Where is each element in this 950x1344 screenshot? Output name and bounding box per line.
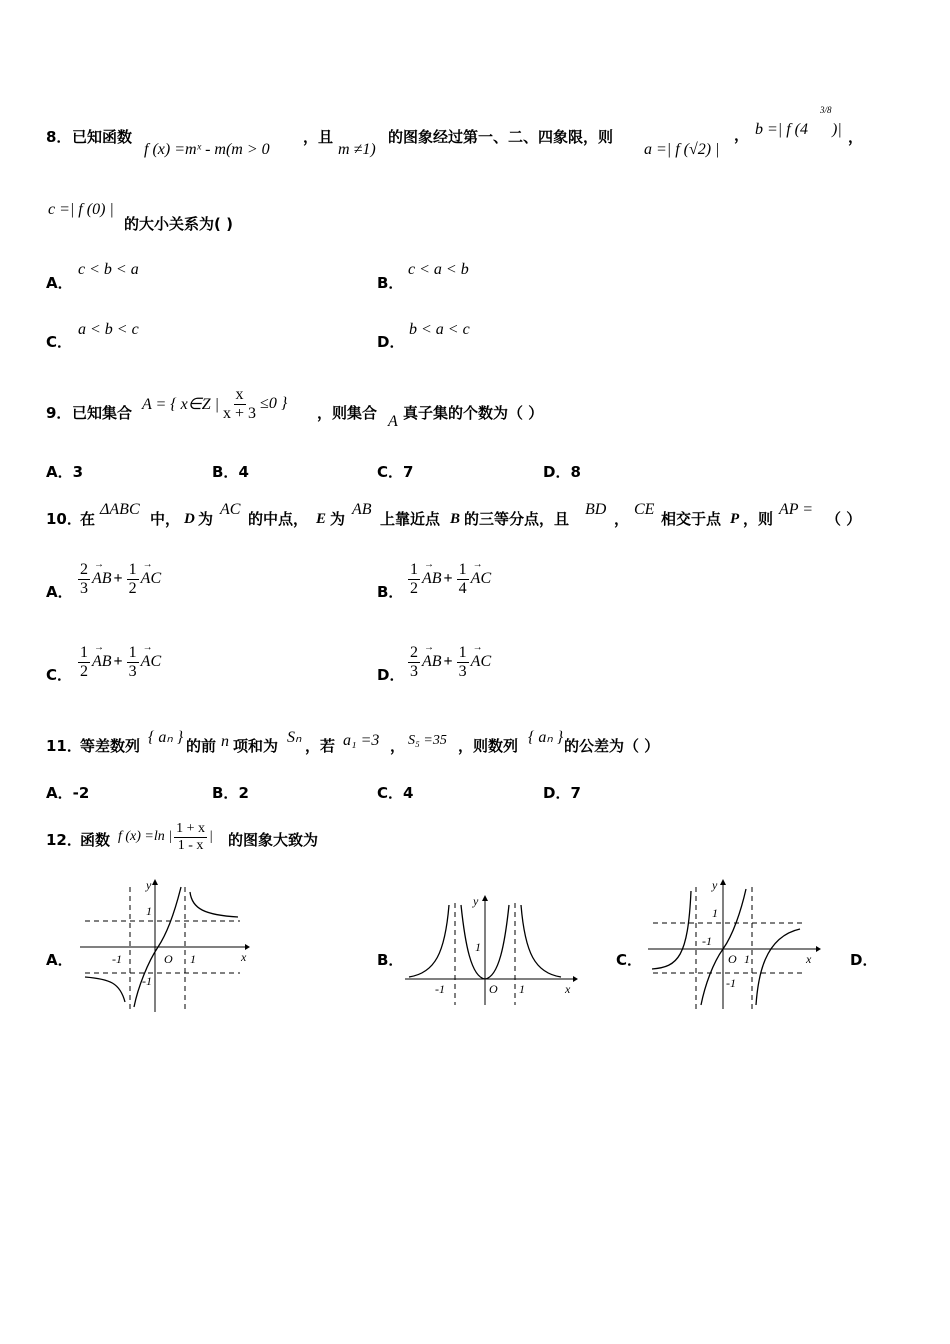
q12-text-2: 的图象大致为 (228, 831, 319, 849)
q10-text-8: 相交于点 (661, 510, 722, 528)
q8-a-expr: a =| f (√2) | (644, 141, 720, 158)
q10-bd: BD (585, 501, 607, 518)
q11-n: n (221, 733, 229, 750)
q12-option-c-label[interactable]: C． (616, 951, 643, 969)
q11-text-5: ，则数列 (458, 737, 519, 755)
q11-text-1: 等差数列 (80, 737, 141, 755)
q10-text-2: 中， (150, 510, 181, 528)
q8-option-a-value[interactable]: c < b < a (78, 261, 139, 278)
q10-option-a-label[interactable]: A． (46, 583, 73, 601)
q12-number: 12． (46, 831, 82, 849)
q11-number: 11． (46, 737, 82, 755)
q11-s5: S₅ =35 (408, 733, 447, 748)
q8-option-c-label[interactable]: C． (46, 333, 73, 351)
q8-function: f (x) =mˣ - m(m > 0 (144, 141, 270, 158)
q10-text-5: 为 (330, 510, 346, 528)
q11-sn: Sₙ (287, 729, 302, 746)
q8-option-b-label[interactable]: B． (377, 274, 404, 292)
q10-option-d-expr[interactable]: 2 3 → AB + $\frac{1}{3}$ → AC (406, 639, 491, 685)
q12-graph-b-y-label: y (473, 894, 479, 908)
q9-option-a[interactable]: A．3 (46, 463, 84, 481)
q8-b-exponent: 3/8 (820, 105, 832, 115)
q10-point-b: B (450, 511, 461, 527)
q8-option-a-label[interactable]: A． (46, 274, 73, 292)
q10-option-c-expr[interactable]: 1 2 → AB + $\frac{1}{3}$ → AC (76, 639, 161, 685)
q11-text-3: 项和为 (233, 737, 279, 755)
q9-option-d[interactable]: D．8 (543, 463, 581, 481)
q10-ab: AB (352, 501, 372, 518)
q9-option-b[interactable]: B．4 (212, 463, 249, 481)
q10-ce: CE (634, 501, 655, 518)
q12-graph-a-one-x: 1 (190, 952, 196, 966)
q8-option-d-value[interactable]: b < a < c (409, 321, 470, 338)
q12-graph-b-one-x: 1 (519, 982, 525, 996)
q12-graph-a-x-label: x (241, 950, 247, 964)
q10-text-7: 的三等分点，且 (464, 510, 570, 528)
q11-text-4: ，若 (305, 737, 336, 755)
q9-fraction (221, 386, 258, 422)
q12-graph-a-y-label: y (146, 878, 152, 892)
q12-graph-c-one-y: 1 (712, 906, 718, 920)
q12-graph-c[interactable] (648, 877, 823, 1012)
q12-graph-a[interactable] (80, 877, 250, 1017)
q12-graph-a-origin: O (164, 952, 173, 966)
q11-a1: a₁ =3 (343, 732, 380, 749)
q8-b-expr: b =| f (4 (755, 121, 808, 138)
q12-graph-c-x-label: x (806, 952, 812, 966)
q10-point-d: D (184, 511, 195, 527)
q9-text-1: 已知集合 (72, 404, 133, 422)
q9-set-expression (142, 383, 287, 425)
q12-graph-c-neg-one-x: -1 (702, 934, 712, 948)
q12-graph-b-neg-one-x: -1 (435, 982, 445, 996)
q8-text-2: ，且 (303, 128, 334, 146)
q8-option-b-value[interactable]: c < a < b (408, 261, 469, 278)
q12-option-b-label[interactable]: B． (377, 951, 404, 969)
q11-option-b[interactable]: B．2 (212, 784, 249, 802)
q9-set-left: A = { x∈Z | (142, 396, 220, 413)
q11-option-d[interactable]: D．7 (543, 784, 581, 802)
q8-comma: ， (848, 128, 864, 146)
q10-option-b-label[interactable]: B． (377, 583, 404, 601)
q11-text-6: 的公差为（ ） (564, 737, 660, 755)
q10-text-10: （ ） (826, 510, 862, 528)
q8-option-c-value[interactable]: a < b < c (78, 321, 139, 338)
q8-condition: m ≠1) (338, 141, 376, 158)
q8-option-d-label[interactable]: D． (377, 333, 405, 351)
q10-number: 10． (46, 510, 82, 528)
q12-graph-b-x-label: x (565, 982, 571, 996)
q12-graph-c-neg-one-y: -1 (726, 976, 736, 990)
q8-c-expr: c =| f (0) | (48, 201, 114, 218)
q8-sep: ， (734, 126, 750, 144)
q8-number: 8． (46, 128, 72, 146)
q9-set-name: A (388, 413, 398, 430)
q10-ap: AP = (779, 501, 814, 518)
q10-text-4: 的中点， (248, 510, 309, 528)
q12-graph-c-one-x: 1 (744, 952, 750, 966)
q10-option-a-expr[interactable]: 2 3 → AB + $\frac{1}{2}$ → AC (76, 556, 161, 602)
q10-option-c-label[interactable]: C． (46, 666, 73, 684)
q11-option-c[interactable]: C．4 (377, 784, 414, 802)
q11-text-2: 的前 (186, 737, 217, 755)
q11-sequence: { aₙ } (148, 729, 184, 746)
q10-option-d-label[interactable]: D． (377, 666, 405, 684)
q10-text-3: 为 (198, 510, 214, 528)
q12-graph-b-one-y: 1 (475, 940, 481, 954)
q10-point-e: E (316, 511, 327, 527)
q9-set-right: ≤0 } (260, 395, 288, 412)
q12-graph-a-one-y: 1 (146, 904, 152, 918)
q12-graph-b-origin: O (489, 982, 498, 996)
q12-graph-c-origin: O (728, 952, 737, 966)
q9-text-3: 真子集的个数为（ ） (403, 404, 544, 422)
q9-text-2: ，则集合 (317, 404, 378, 422)
q8-text-4: 的大小关系为( ) (124, 215, 233, 233)
q12-graph-a-neg-one-x: -1 (112, 952, 122, 966)
q11-sep: ， (390, 737, 406, 755)
q11-option-a[interactable]: A．-2 (46, 784, 90, 802)
q9-frac-numerator: x (235, 385, 244, 403)
q12-graph-a-neg-one-y: -1 (142, 974, 152, 988)
q9-option-c[interactable]: C．7 (377, 463, 414, 481)
q12-graph-b[interactable] (405, 893, 580, 1008)
q12-graph-c-y-label: y (712, 878, 718, 892)
q10-triangle: ΔABC (100, 501, 140, 518)
q12-text-1: 函数 (80, 831, 111, 849)
q10-point-p: P (730, 511, 740, 527)
q12-option-d-label[interactable]: D． (850, 951, 878, 969)
q10-text-1: 在 (80, 510, 96, 528)
q10-text-6: 上靠近点 (380, 510, 441, 528)
q8-text-1: 已知函数 (72, 128, 133, 146)
q11-sequence-2: { aₙ } (528, 729, 564, 746)
q9-frac-denominator: x + 3 (223, 404, 257, 422)
q8-text-3: 的图象经过第一、二、四象限，则 (388, 128, 614, 146)
q12-option-a-label[interactable]: A． (46, 951, 73, 969)
q12-function: f (x) =ln | 1 + x 1 - x | (118, 821, 213, 853)
q10-sep: ， (614, 510, 630, 528)
q9-number: 9． (46, 404, 72, 422)
q8-b-tail: )| (832, 121, 842, 138)
q10-ac: AC (220, 501, 241, 518)
q10-option-b-expr[interactable]: 1 2 → AB + $\frac{1}{4}$ → AC (406, 556, 491, 602)
q10-text-9: ，则 (743, 510, 774, 528)
